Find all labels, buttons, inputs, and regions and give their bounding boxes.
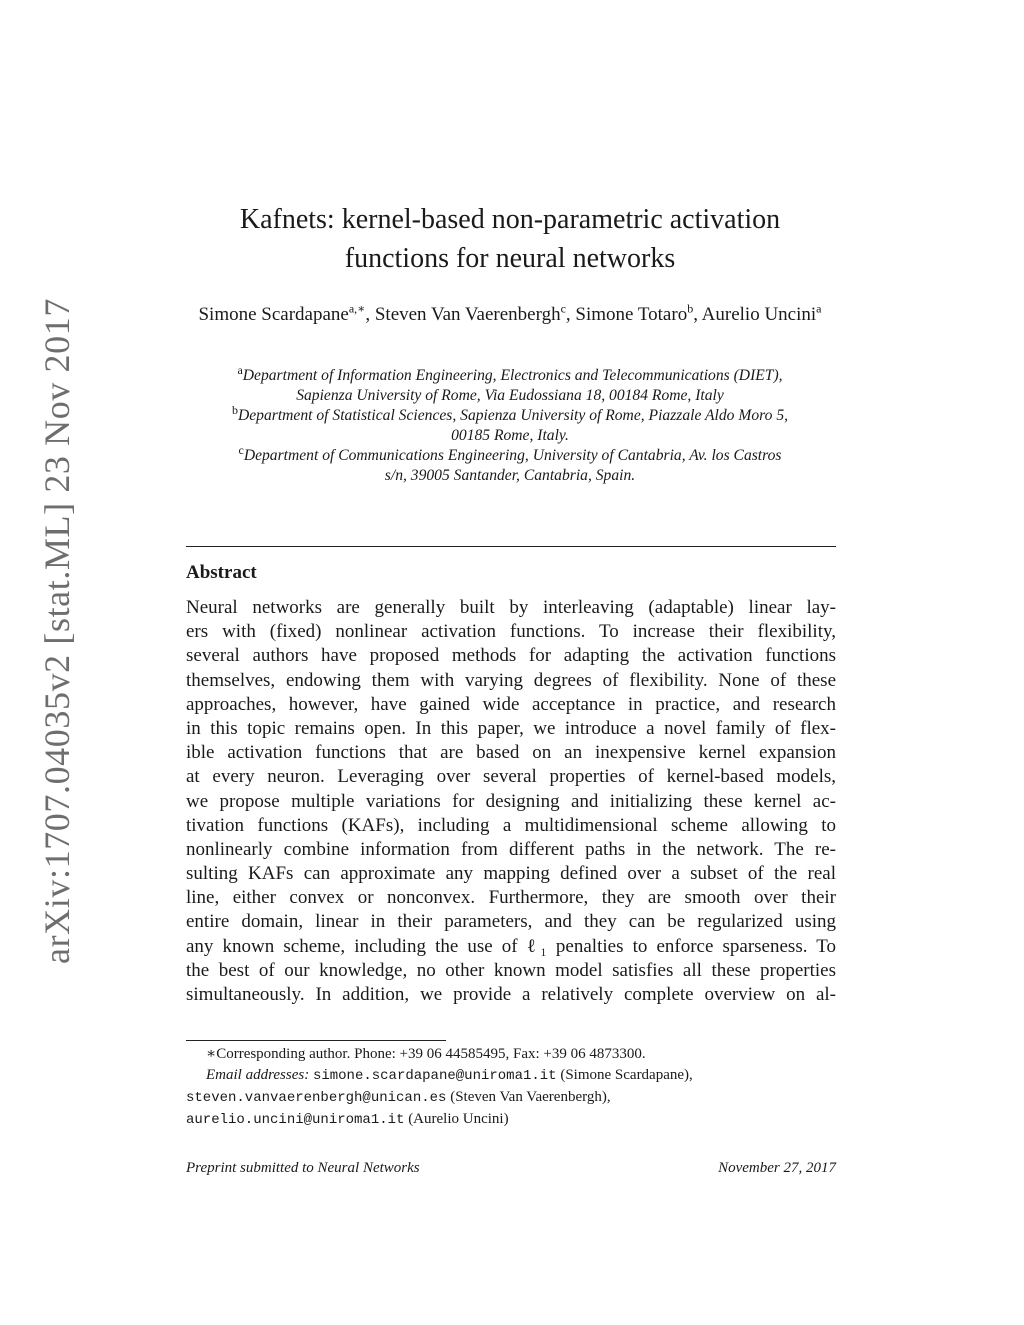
corresponding-author-note: ∗Corresponding author. Phone: +39 06 44585495, Fax: +39 06 4873300.	[206, 1046, 646, 1062]
email-row	[186, 1087, 836, 1109]
email-owner: (Simone Scardapane),	[560, 1067, 693, 1083]
footnotes	[186, 1044, 836, 1131]
affiliation-line: Sapienza University of Rome, Via Eudossiana 18, 00184 Rome, Italy	[296, 387, 724, 404]
abstract-line: themselves, endowing them with varying degrees of flexibility. None of these	[186, 669, 836, 691]
title-line-2: functions for neural networks	[344, 243, 676, 274]
abstract-line: line, either convex or nonconvex. Furthermore, they are smooth over their	[186, 887, 836, 909]
affiliation-text: Department of Information Engineering, Electronics and Telecommunications (DIET),	[242, 367, 783, 384]
author-name: Simone Totaro	[575, 304, 688, 325]
author-affiliation-mark: c	[560, 301, 566, 316]
abstract-line: approaches, however, have gained wide acceptance in practice, and research	[186, 693, 836, 715]
author-affiliation-mark: b	[687, 301, 694, 316]
abstract-line: tivation functions (KAFs), including a multidimensional scheme allowing to	[186, 814, 836, 836]
affiliation-mark: a	[237, 362, 243, 377]
abstract-line: several authors have proposed methods for adapting the activation functions	[186, 645, 836, 667]
abstract-heading: Abstract	[186, 562, 257, 583]
abstract-line: simultaneously. In addition, we provide a relatively complete overview on al-	[186, 984, 836, 1005]
affiliation-mark: b	[231, 402, 238, 417]
abstract-line: at every neuron. Leveraging over several properties of kernel-based models,	[186, 766, 836, 788]
email-row	[186, 1065, 836, 1087]
footer-venue: Preprint submitted to Neural Networks	[186, 1160, 420, 1176]
email-link[interactable]: steven.vanvaerenbergh@unican.es	[186, 1090, 447, 1106]
affiliation-mark: c	[238, 442, 244, 457]
page-footer	[186, 1160, 836, 1177]
abstract-line: we propose multiple variations for designing and initializing these kernel ac-	[186, 790, 836, 812]
arxiv-identifier-stamp: arXiv:1707.04035v2 [stat.ML] 23 Nov 2017	[37, 298, 77, 964]
author-name: Simone Scardapane	[198, 304, 349, 325]
author-separator: ,	[565, 304, 576, 325]
affiliation-line	[180, 362, 840, 386]
email-owner: (Aurelio Uncini)	[408, 1111, 509, 1127]
email-row	[186, 1109, 836, 1131]
abstract-line: entire domain, linear in their parameters, and they can be regularized using	[186, 911, 836, 933]
author-affiliation-mark: a,∗	[348, 301, 366, 316]
affiliation-line: 00185 Rome, Italy.	[451, 427, 569, 444]
abstract-line: the best of our knowledge, no other known model satisfies all these properties	[186, 959, 836, 981]
email-label: Email addresses:	[206, 1067, 310, 1083]
paper-title	[180, 200, 840, 278]
abstract-top-rule	[186, 546, 836, 547]
author-separator: ,	[693, 304, 702, 325]
abstract-line: in this topic remains open. In this paper, we introduce a novel family of flex-	[186, 717, 836, 739]
footer-date: November 27, 2017	[718, 1160, 836, 1176]
abstract-line: sulting KAFs can approximate any mapping defined over a subset of the real	[186, 863, 836, 885]
affiliation-text: Department of Statistical Sciences, Sapienza University of Rome, Piazzale Aldo Moro 5,	[237, 407, 789, 424]
title-line-1: Kafnets: kernel-based non-parametric activation	[239, 204, 781, 235]
author-name: Steven Van Vaerenbergh	[374, 304, 561, 325]
affiliation-list	[180, 362, 840, 486]
affiliation-line: s/n, 39005 Santander, Cantabria, Spain.	[384, 467, 636, 484]
author-list	[180, 302, 840, 328]
author-separator: ,	[365, 304, 375, 325]
email-link[interactable]: aurelio.uncini@uniroma1.it	[186, 1112, 405, 1128]
affiliation-line	[180, 402, 840, 426]
affiliation-text: Department of Communications Engineering, University of Cantabria, Av. los Castros	[243, 447, 782, 464]
abstract-line: nonlinearly combine information from different paths in the network. The re-	[186, 838, 836, 860]
email-link[interactable]: simone.scardapane@uniroma1.it	[312, 1068, 557, 1084]
abstract-line: any known scheme, including the use of ℓ₁ penalties to enforce sparseness. To	[186, 935, 836, 957]
abstract-line: Neural networks are generally built by interleaving (adaptable) linear lay-	[186, 597, 836, 618]
abstract-line: ible activation functions that are based on an inexpensive kernel expansion	[186, 742, 836, 764]
author-name: Aurelio Uncini	[701, 304, 817, 325]
affiliation-line	[180, 442, 840, 466]
email-owner: (Steven Van Vaerenbergh),	[450, 1089, 611, 1105]
abstract-body	[186, 596, 836, 1007]
footnote-rule	[186, 1040, 446, 1041]
abstract-line: ers with (fixed) nonlinear activation functions. To increase their flexibility,	[186, 621, 836, 643]
author-affiliation-mark: a	[816, 301, 822, 316]
